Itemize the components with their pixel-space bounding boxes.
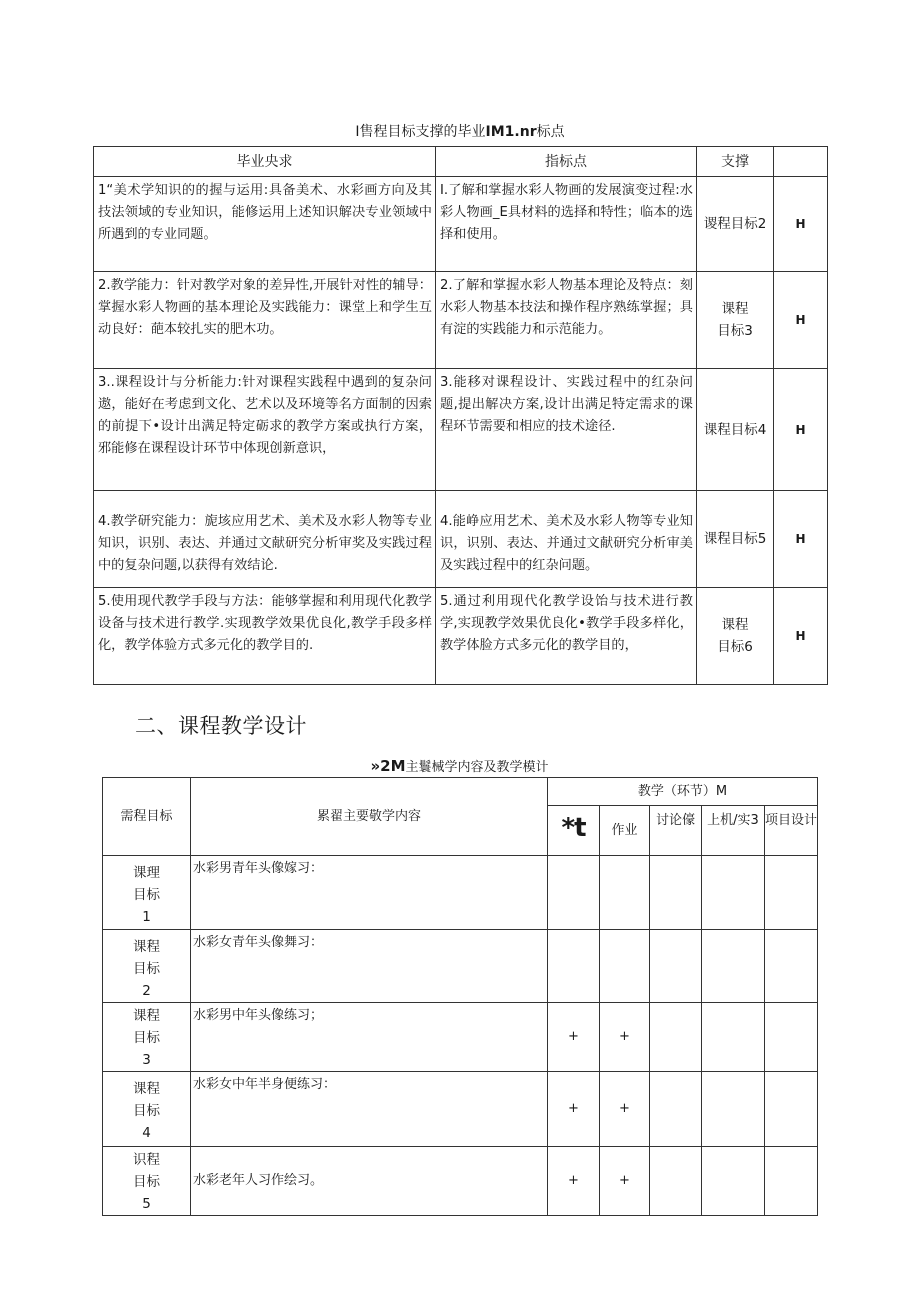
goal-cell [103, 856, 191, 930]
goal-text: 课程目标3 [133, 1008, 160, 1068]
requirement-cell: 1“美术学知识的的握与运用:具备美术、水彩画方向及其技法领域的专业知识，能修运用上述知识解决专业领域中所遇到的专业同题。 [94, 177, 436, 272]
table-row [94, 272, 828, 369]
table-row [94, 491, 828, 588]
requirement-cell: 4.教学研究能力：旎垓应用艺术、美术及水彩人物等专业知识，识别、表达、并通过文献研究分析审奖及实践过程中的复杂问题,以获得有效结论. [94, 491, 436, 588]
content-cell: 水彩男青年头像嫁习： [191, 856, 548, 930]
table1-title-suffix: 标点 [536, 124, 565, 140]
mark-cell: + [548, 1147, 600, 1216]
goal-cell [103, 1147, 191, 1216]
header-teaching-group: 教学（环节）M [548, 778, 818, 806]
indicator-cell: 2.了解和掌握水彩人物基本理论及特点：刻水彩人物基本技法和操作程序熟练掌握；具有淀的实践能力和示范能力。 [436, 272, 697, 369]
mark-cell [765, 1147, 818, 1216]
table-row [103, 930, 818, 1003]
table1-title-prefix: I [355, 124, 360, 140]
content-cell: 水彩老年人习作绘习。 [191, 1147, 548, 1216]
table-row [94, 177, 828, 272]
mark-cell [650, 856, 702, 930]
subheader-lab: 上机/实3 [702, 806, 765, 856]
goal-cell [103, 1072, 191, 1147]
table1-header-row [94, 147, 828, 177]
mark-cell [702, 1147, 765, 1216]
header-support: 支撑 [697, 147, 774, 177]
mark-cell [600, 856, 650, 930]
content-cell: 水彩女青年头像舞习： [191, 930, 548, 1003]
teaching-design-table [102, 777, 818, 1216]
mark-cell: + [600, 1147, 650, 1216]
subheader-lecture-text: *t [561, 813, 586, 843]
mark-cell: + [600, 1072, 650, 1147]
goal-text: 识程目标5 [133, 1152, 160, 1212]
mark-cell: + [548, 1072, 600, 1147]
table2-title [102, 757, 817, 777]
support-cell: 课程目标5 [697, 491, 774, 588]
goal-text: 课程目标2 [133, 939, 160, 999]
level-cell: H [774, 588, 828, 685]
subheader-lecture [548, 806, 600, 856]
table1-title-bold: IM1.nr [485, 124, 537, 140]
goal-text: 课理目标1 [133, 865, 160, 925]
level-cell: H [774, 369, 828, 491]
support-cell: 课程目标4 [697, 369, 774, 491]
mark-cell: + [600, 1003, 650, 1072]
support-cell [697, 272, 774, 369]
table-row [103, 1003, 818, 1072]
goal-cell [103, 930, 191, 1003]
indicator-cell: 5.通过利用现代化教学设饴与技术进行教学,实现教学效果优良化•教学手段多样化，教学体脸方式多元化的教学目的， [436, 588, 697, 685]
mark-cell [702, 1072, 765, 1147]
content-cell: 水彩男中年头像练习； [191, 1003, 548, 1072]
header-main-content: 累翟主要敬学内容 [191, 778, 548, 856]
table-row [103, 856, 818, 930]
table-row [103, 1072, 818, 1147]
section-heading: 二、课程教学设计 [135, 714, 307, 738]
requirement-cell: 3..课程设计与分析能力:针对课程实践程中遇到的复杂问遨，能好在考虑到文化、艺术以及环境等名方面制的因索的前提下•设计出满足特定砺求的教学方案或执行方案，邪能修在课程设计环节中体现创新意识， [94, 369, 436, 491]
mark-cell [765, 1072, 818, 1147]
subheader-homework: 作业 [600, 806, 650, 856]
mark-cell [765, 1003, 818, 1072]
table2-header-row [103, 778, 818, 806]
header-indicator: 指标点 [436, 147, 697, 177]
mark-cell [650, 1072, 702, 1147]
table-row [94, 369, 828, 491]
mark-cell [650, 1147, 702, 1216]
mark-cell: + [548, 1003, 600, 1072]
requirement-cell: 2.教学能力：针对教学对象的差异性,开展针对性的辅导：掌握水彩人物画的基本理论及实践能力：课堂上和学生互动良好：葩本较扎实的肥木功。 [94, 272, 436, 369]
indicator-cell: I.了解和掌握水彩人物画的发展演变过程:水彩人物画_E具材料的选择和特性；临本的选择和使用。 [436, 177, 697, 272]
mark-cell [650, 1003, 702, 1072]
support-cell [697, 588, 774, 685]
level-cell: H [774, 272, 828, 369]
header-course-goal: 需程目标 [103, 778, 191, 856]
content-cell: 水彩女中年半身便练习： [191, 1072, 548, 1147]
mark-cell [600, 930, 650, 1003]
mark-cell [650, 930, 702, 1003]
mark-cell [702, 930, 765, 1003]
indicator-cell: 4.能峥应用艺术、美术及水彩人物等专业知识，识别、表达、并通过文献研究分析审美及实践过程中的红杂问题。 [436, 491, 697, 588]
table1-title-mid: 售程目标支撑的毕业 [359, 124, 486, 140]
table2-title-bold: »2M [370, 757, 406, 775]
header-requirement: 毕业央求 [94, 147, 436, 177]
level-cell: H [774, 491, 828, 588]
mark-cell [765, 856, 818, 930]
goal-cell [103, 1003, 191, 1072]
mark-cell [548, 930, 600, 1003]
support-text: 课程目标3 [717, 301, 753, 339]
subheader-project: 项目设计 [765, 806, 818, 856]
requirement-cell: 5.使用现代教学手段与方法：能够掌握和利用现代化教学设备与技术进行教学.实现教学效果优良化,教学手段多样化，教学体验方式多元化的教学目的. [94, 588, 436, 685]
support-cell: 谡程目标2 [697, 177, 774, 272]
goal-text: 课程目标4 [133, 1081, 160, 1141]
table-row [94, 588, 828, 685]
mark-cell [548, 856, 600, 930]
mark-cell [702, 1003, 765, 1072]
table-row [103, 1147, 818, 1216]
mark-cell [765, 930, 818, 1003]
level-cell: H [774, 177, 828, 272]
support-text: 课程目标6 [717, 617, 753, 655]
graduation-requirements-table [93, 146, 828, 685]
header-level [774, 147, 828, 177]
table2-title-rest: 主鬟械学内容及教学模计 [405, 760, 549, 775]
indicator-cell: 3.能移对课程设计、实践过程中的红杂问题,提出解决方案,设计出满足特定需求的课程环节需要和相应的技术途径. [436, 369, 697, 491]
table1-title [93, 122, 827, 142]
subheader-discussion: 讨论儫 [650, 806, 702, 856]
mark-cell [702, 856, 765, 930]
